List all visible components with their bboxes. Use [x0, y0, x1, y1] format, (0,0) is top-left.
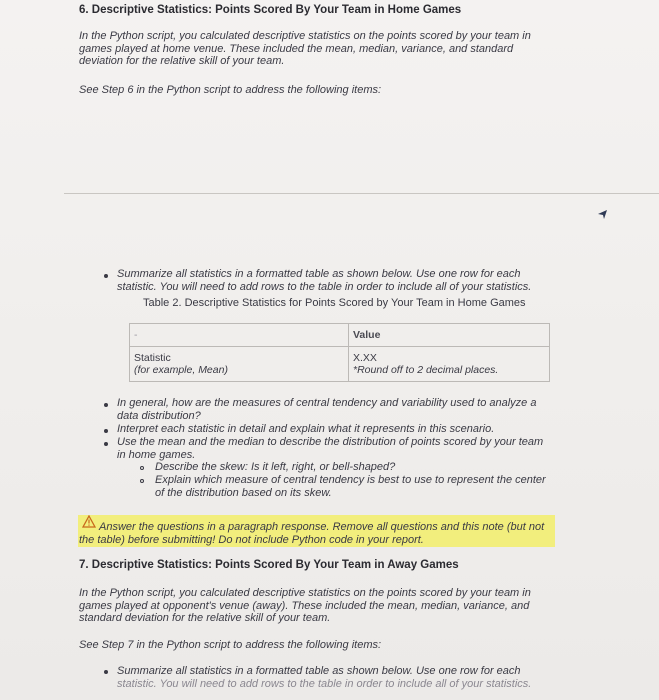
- question-line: In general, how are the measures of central tendency and variability used to analyze a: [117, 397, 537, 409]
- question-line: data distribution?: [117, 409, 201, 422]
- section-7-heading: 7. Descriptive Statistics: Points Scored By Your Team in Away Games: [79, 559, 459, 571]
- row-label-line: (for example, Mean): [134, 364, 228, 376]
- question-line: in home games.: [117, 448, 196, 461]
- bullet-icon: [104, 442, 108, 446]
- intro-line: standard deviation for the relative skill of your team.: [79, 612, 331, 624]
- section-7-summary: [117, 665, 557, 700]
- row-value-line: *Round off to 2 decimal places.: [353, 364, 499, 376]
- table-caption: Table 2. Descriptive Statistics for Points Scored by Your Team in Home Games: [143, 297, 526, 309]
- summary-line: Summarize all statistics in a formatted table as shown below. Use one row for each: [117, 268, 521, 280]
- bullet-icon: [104, 429, 108, 433]
- question-line: Interpret each statistic in detail and explain what it represents in this scenario.: [117, 423, 495, 435]
- mouse-cursor-icon: [597, 208, 609, 220]
- page-divider: [64, 193, 659, 194]
- question-item: [117, 436, 562, 461]
- sub-bullet-icon: [140, 466, 144, 470]
- section-6-heading: 6. Descriptive Statistics: Points Scored By Your Team in Home Games: [79, 4, 462, 16]
- table-header-row: [130, 324, 550, 347]
- summary-line: statistic. You will need to add rows to the table in order to include all of your statistics.: [117, 677, 532, 690]
- row-value-line: X.XX: [353, 352, 377, 364]
- bullet-icon: [104, 403, 108, 407]
- sub-question-item: [155, 461, 555, 474]
- intro-line: In the Python script, you calculated descriptive statistics on the points scored by your team in: [79, 587, 531, 599]
- table-header-cell: -: [130, 324, 349, 347]
- sub-question-line: Explain which measure of central tendency is best to use to represent the center: [155, 474, 546, 486]
- question-item: [117, 423, 557, 436]
- note-line: Answer the questions in a paragraph response. Remove all questions and this note (but not: [99, 521, 545, 533]
- intro-line: deviation for the relative skill of your team.: [79, 55, 285, 67]
- note-text: [79, 521, 557, 546]
- question-item: [117, 397, 557, 422]
- note-line: the table) before submitting! Do not include Python code in your report.: [79, 533, 424, 546]
- intro-line: In the Python script, you calculated descriptive statistics on the points scored by your team in: [79, 30, 531, 42]
- summary-line: statistic. You will need to add rows to the table in order to include all of your statistics.: [117, 280, 532, 293]
- table-cell-value: [349, 347, 550, 382]
- intro-line: games played at home venue. These included the mean, median, variance, and standard: [79, 42, 514, 55]
- summary-instruction: [117, 268, 557, 293]
- row-label-line: Statistic: [134, 352, 171, 364]
- table-row: [130, 347, 550, 382]
- sub-question-item: [155, 474, 555, 499]
- bullet-icon: [104, 274, 108, 278]
- sub-question-line: Describe the skew: Is it left, right, or bell-shaped?: [155, 461, 396, 473]
- section-6-intro: [79, 30, 559, 68]
- table-cell-label: [130, 347, 349, 382]
- table-header-cell: Value: [349, 324, 550, 347]
- section-6-see-step: See Step 6 in the Python script to address the following items:: [79, 84, 382, 96]
- bullet-icon: [104, 670, 108, 674]
- statistics-table: [129, 323, 550, 382]
- question-line: Use the mean and the median to describe the distribution of points scored by your team: [117, 436, 544, 448]
- section-7-intro: [79, 587, 559, 625]
- section-7-see-step: See Step 7 in the Python script to address the following items:: [79, 639, 382, 651]
- intro-line: games played at opponent's venue (away). These included the mean, median, variance, and: [79, 599, 530, 612]
- sub-bullet-icon: [140, 479, 144, 483]
- summary-line: Summarize all statistics in a formatted table as shown below. Use one row for each: [117, 665, 521, 677]
- sub-question-line: of the distribution based on its skew.: [155, 486, 332, 499]
